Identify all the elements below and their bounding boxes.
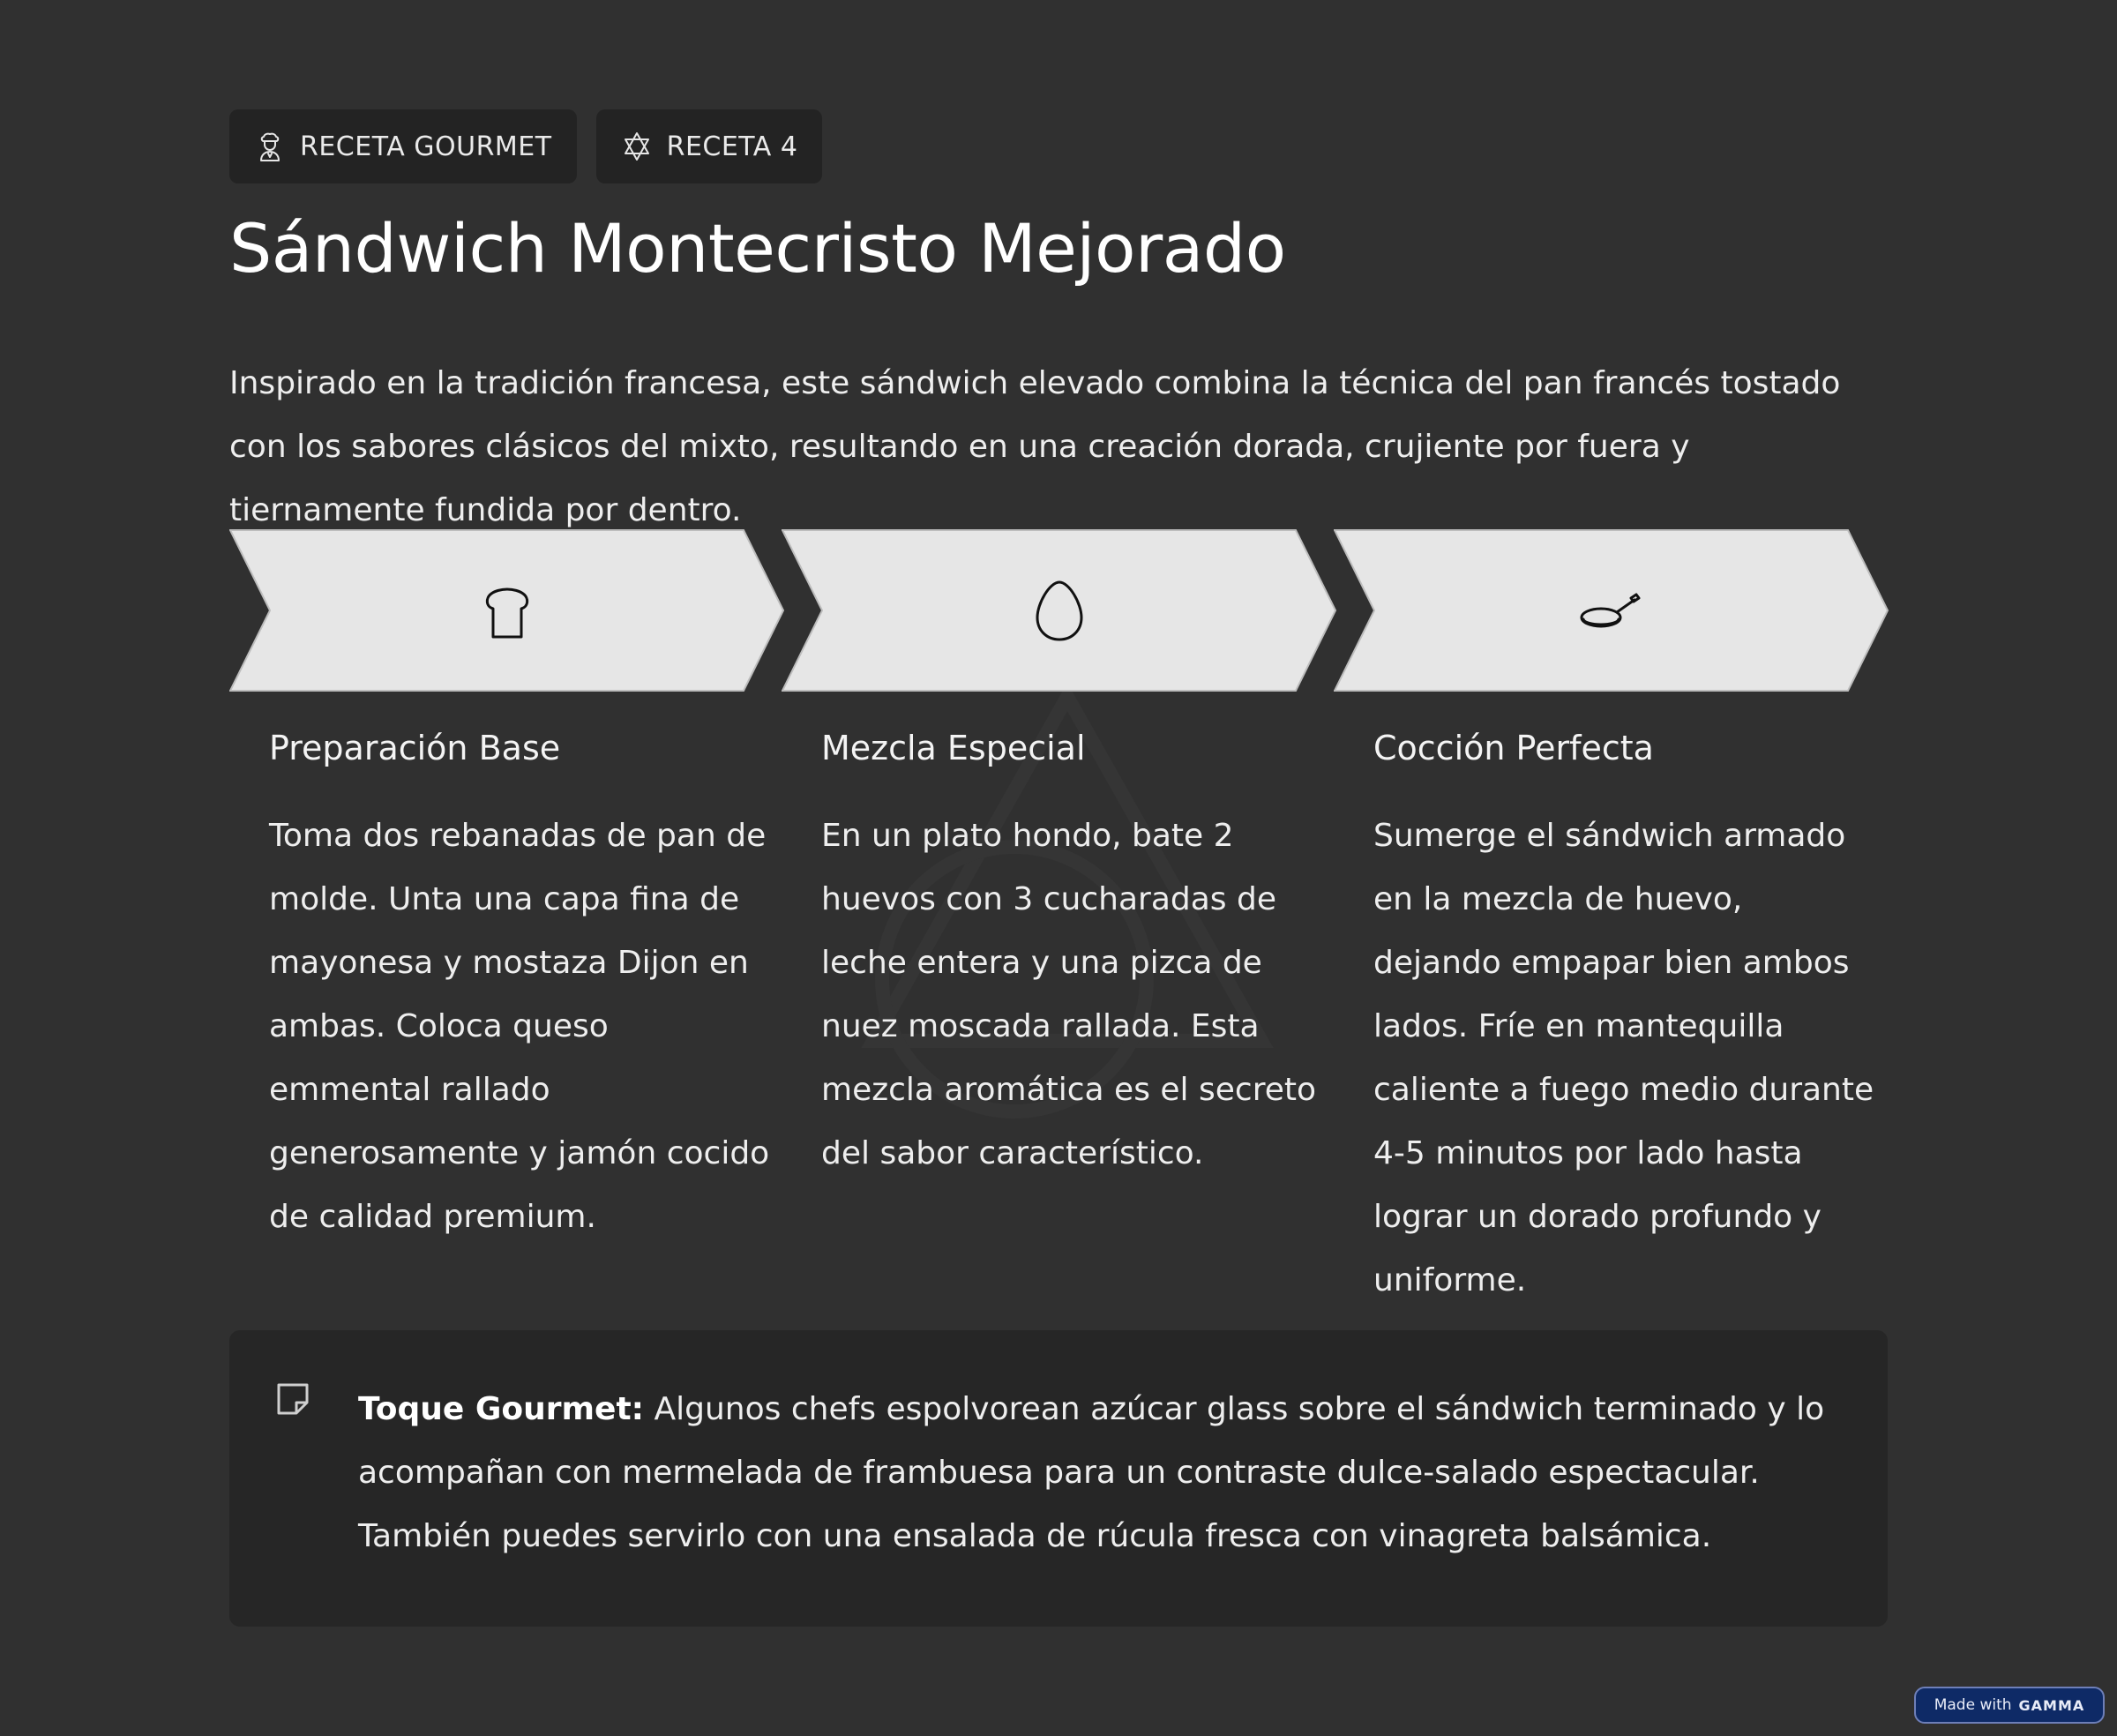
step-heading: Mezcla Especial bbox=[821, 729, 1086, 767]
slide bbox=[229, 109, 1888, 1554]
intro-paragraph: Inspirado en la tradición francesa, este sándwich elevado combina la técnica del pan francés tostado con los sabores clásicos del mixto, resultando en una creación dorada, crujiente por fuera y tiernamente fundida por dentro. bbox=[229, 365, 1841, 529]
tag-label: RECETA GOURMET bbox=[300, 131, 552, 162]
step-chevron-1 bbox=[229, 529, 785, 692]
badge-prefix: Made with bbox=[1934, 1696, 2012, 1714]
step-text: Sumerge el sándwich armado en la mezcla de huevo, dejando empapar bien ambos lados. Fríe en mantequilla caliente a fuego medio durante 4-5 minutos por lado hasta lograr un dorado profundo y uniforme. bbox=[1373, 818, 1874, 1298]
sticky-note-icon bbox=[273, 1380, 312, 1418]
step-text: En un plato hondo, bate 2 huevos con 3 cucharadas de leche entera y una pizca de nuez moscada rallada. Esta mezcla aromática es el secreto del sabor característico. bbox=[821, 818, 1316, 1171]
steps-section bbox=[229, 529, 1888, 1323]
tag-row bbox=[229, 109, 1888, 183]
gourmet-tip-callout bbox=[229, 1330, 1888, 1627]
tag-receta-gourmet bbox=[229, 109, 577, 183]
gourmet-tip-text bbox=[358, 1378, 1844, 1568]
step-text: Toma dos rebanadas de pan de molde. Unta una capa fina de mayonesa y mostaza Dijon en ambas. Coloca queso emmental rallado generosamente y jamón cocido de calidad premium. bbox=[269, 818, 770, 1235]
step-column-2 bbox=[821, 723, 1324, 1186]
step-column-3 bbox=[1373, 723, 1876, 1313]
made-with-gamma-badge[interactable] bbox=[1914, 1687, 2105, 1724]
star-of-david-icon bbox=[621, 131, 653, 162]
gourmet-tip-body: Algunos chefs espolvorean azúcar glass sobre el sándwich terminado y lo acompañan con mermelada de frambuesa para un contraste dulce-salado espectacular. También puedes servirlo con una ensalada de rúcula fresca con vinagreta balsámica. bbox=[358, 1391, 1825, 1554]
step-heading: Cocción Perfecta bbox=[1373, 729, 1654, 767]
gourmet-tip-label: Toque Gourmet: bbox=[358, 1391, 645, 1427]
badge-brand: GAMMA bbox=[2018, 1696, 2085, 1714]
step-chevron-2 bbox=[782, 529, 1337, 692]
page-title: Sándwich Montecristo Mejorado bbox=[229, 209, 1286, 288]
egg-icon bbox=[1024, 575, 1095, 646]
chef-icon bbox=[254, 131, 286, 162]
frying-pan-icon bbox=[1576, 575, 1647, 646]
tag-label: RECETA 4 bbox=[666, 131, 798, 162]
step-column-1 bbox=[269, 723, 772, 1249]
bread-icon bbox=[472, 575, 542, 646]
step-chevron-3 bbox=[1334, 529, 1889, 692]
tag-receta-4 bbox=[596, 109, 823, 183]
step-heading: Preparación Base bbox=[269, 729, 561, 767]
